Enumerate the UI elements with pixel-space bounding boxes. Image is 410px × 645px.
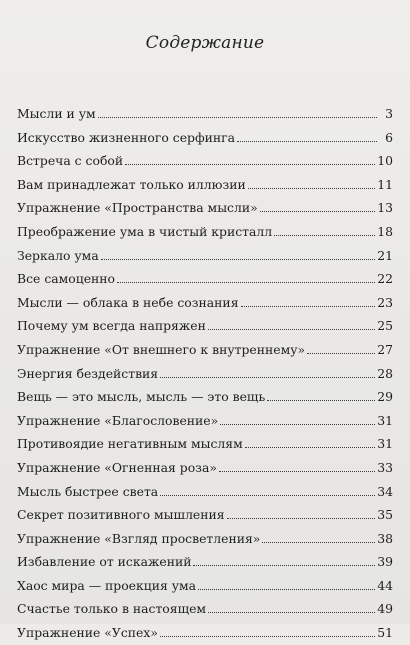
toc-entry-page-number: 33 xyxy=(377,459,393,475)
dot-leader xyxy=(245,439,375,448)
toc-entry-page-number: 13 xyxy=(377,200,393,216)
page-title: Содержание xyxy=(145,33,265,53)
dot-leader xyxy=(208,321,375,330)
toc-entry xyxy=(17,338,393,362)
toc-entry xyxy=(17,196,393,220)
toc-entry-page-number: 21 xyxy=(377,247,393,263)
toc-entry xyxy=(17,291,393,315)
dot-leader xyxy=(267,392,375,401)
toc-entry xyxy=(17,314,393,338)
toc-entry-page-number: 34 xyxy=(377,483,393,499)
toc-entry xyxy=(17,149,393,173)
toc-entry-page-number: 31 xyxy=(377,436,393,452)
toc-entry-page-number: 11 xyxy=(377,176,393,192)
dot-leader xyxy=(248,180,376,189)
toc-entry-title: Упражнение «Успех» xyxy=(17,625,158,641)
toc-entry-title: Мысль быстрее света xyxy=(17,483,159,499)
toc-entry-page-number: 18 xyxy=(377,223,393,239)
toc-entry xyxy=(17,527,393,551)
dot-leader xyxy=(274,227,375,236)
toc-entry-page-number: 25 xyxy=(377,318,393,334)
toc-entry-title: Избавление от искажений xyxy=(17,554,192,570)
toc-entry xyxy=(17,409,393,433)
toc-entry-page-number: 35 xyxy=(377,507,393,523)
toc-entry-title: Искусство жизненного серфинга xyxy=(17,129,236,145)
dot-leader xyxy=(160,369,375,378)
toc-entry-title: Упражнение «Взгляд просветления» xyxy=(17,530,261,546)
dot-leader xyxy=(227,510,376,519)
toc-entry xyxy=(17,267,393,291)
table-of-contents xyxy=(17,102,393,645)
dot-leader xyxy=(208,604,375,613)
toc-entry-title: Упражнение «Пространства мысли» xyxy=(17,200,258,216)
toc-entry xyxy=(17,126,393,150)
toc-entry xyxy=(17,385,393,409)
toc-entry xyxy=(17,621,393,645)
toc-entry-page-number: 6 xyxy=(385,129,393,145)
toc-entry xyxy=(17,102,393,126)
toc-entry-title: Упражнение «Благословение» xyxy=(17,412,219,428)
toc-entry-title: Преображение ума в чистый кристалл xyxy=(17,223,273,239)
toc-entry-page-number: 27 xyxy=(377,341,393,357)
toc-entry-title: Упражнение «Огненная роза» xyxy=(17,459,217,475)
dot-leader xyxy=(98,109,377,118)
toc-entry-title: Противоядие негативным мыслям xyxy=(17,436,243,452)
dot-leader xyxy=(198,581,375,590)
toc-entry-title: Зеркало ума xyxy=(17,247,99,263)
toc-entry-title: Счастье только в настоящем xyxy=(17,601,207,617)
toc-entry-page-number: 44 xyxy=(377,577,393,593)
toc-entry-title: Почему ум всегда напряжен xyxy=(17,318,206,334)
toc-entry-title: Упражнение «От внешнего к внутреннему» xyxy=(17,341,306,357)
toc-entry-title: Все самоценно xyxy=(17,271,116,287)
toc-entry-title: Вещь — это мысль, мысль — это вещь xyxy=(17,389,266,405)
toc-entry xyxy=(17,597,393,621)
toc-entry xyxy=(17,173,393,197)
dot-leader xyxy=(117,274,375,283)
dot-leader xyxy=(220,416,375,425)
toc-entry xyxy=(17,432,393,456)
toc-entry xyxy=(17,503,393,527)
dot-leader xyxy=(260,203,376,212)
toc-entry-title: Встреча с собой xyxy=(17,153,124,169)
toc-entry-page-number: 28 xyxy=(377,365,393,381)
toc-entry-page-number: 10 xyxy=(377,153,393,169)
dot-leader xyxy=(160,487,375,496)
toc-entry-page-number: 29 xyxy=(377,389,393,405)
toc-entry-page-number: 38 xyxy=(377,530,393,546)
dot-leader xyxy=(219,463,375,472)
toc-entry-page-number: 22 xyxy=(377,271,393,287)
dot-leader xyxy=(241,298,376,307)
toc-entry-page-number: 23 xyxy=(377,294,393,310)
toc-entry-title: Мысли — облака в небе сознания xyxy=(17,294,239,310)
toc-entry-title: Мысли и ум xyxy=(17,106,96,121)
toc-entry xyxy=(17,362,393,386)
toc-entry xyxy=(17,574,393,598)
toc-entry-page-number: 31 xyxy=(377,412,393,428)
toc-entry-title: Секрет позитивного мышления xyxy=(17,507,225,523)
toc-entry xyxy=(17,480,393,504)
dot-leader xyxy=(262,534,375,543)
toc-entry-page-number: 49 xyxy=(377,601,393,617)
dot-leader xyxy=(160,628,375,637)
dot-leader xyxy=(237,133,377,142)
dot-leader xyxy=(101,251,376,260)
toc-entry-title: Вам принадлежат только иллюзии xyxy=(17,176,246,192)
toc-entry-page-number: 51 xyxy=(377,625,393,641)
dot-leader xyxy=(125,156,375,165)
toc-entry-title: Энергия бездействия xyxy=(17,365,159,381)
toc-entry-page-number: 39 xyxy=(377,554,393,570)
toc-entry xyxy=(17,550,393,574)
toc-entry-title: Хаос мира — проекция ума xyxy=(17,577,197,593)
dot-leader xyxy=(307,345,375,354)
toc-entry xyxy=(17,456,393,480)
toc-entry xyxy=(17,220,393,244)
toc-entry xyxy=(17,244,393,268)
dot-leader xyxy=(193,557,375,566)
toc-entry-page-number: 3 xyxy=(385,106,393,121)
